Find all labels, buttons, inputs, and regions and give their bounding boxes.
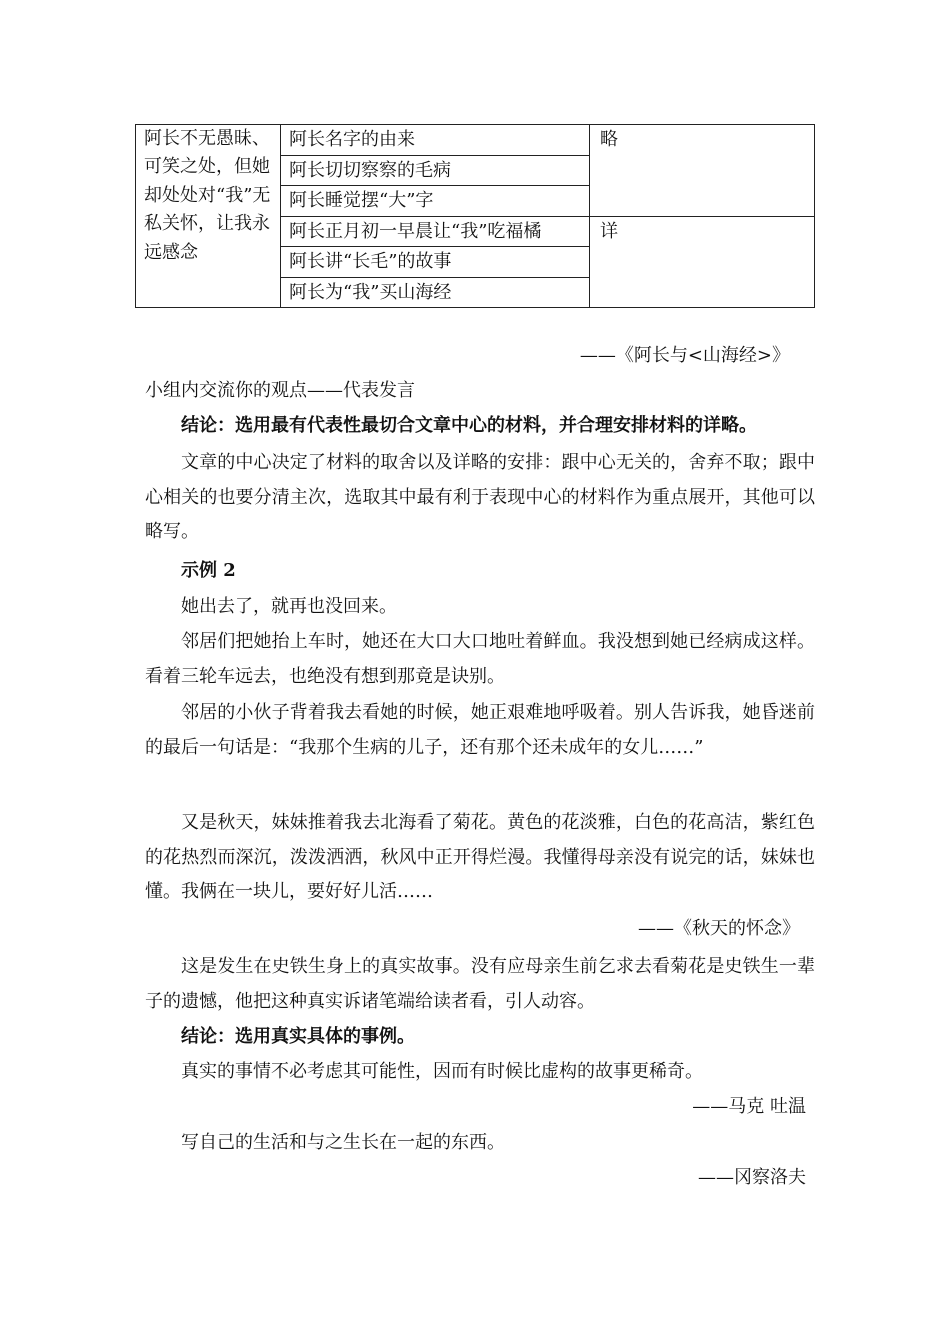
quote-1-author: ——马克 吐温 bbox=[692, 1096, 806, 1117]
quote-2: 写自己的生活和与之生长在一起的东西。 bbox=[181, 1132, 505, 1153]
example-paragraph: 邻居的小伙子背着我去看她的时候，她正艰难地呼吸着。别人告诉我，她昏迷前的最后一句话是：“我那个生病的儿子，还有那个还未成年的女儿……” bbox=[145, 702, 815, 758]
brief-cell: 略 bbox=[590, 125, 815, 217]
event-cell: 阿长为“我”买山海经 bbox=[281, 277, 590, 308]
conclusion-2: 结论：选用真实具体的事例。 bbox=[181, 1026, 415, 1047]
example-paragraph: 又是秋天，妹妹推着我去北海看了菊花。黄色的花淡雅，白色的花高洁，紫红色的花热烈而深沉，泼泼洒洒，秋风中正开得烂漫。我懂得母亲没有说完的话，妹妹也懂。我俩在一块儿，要好好儿活…… bbox=[145, 812, 815, 902]
example-paragraph: 邻居们把她抬上车时，她还在大口大口地吐着鲜血。我没想到她已经病成这样。看着三轮车远去，也绝没有想到那竟是诀别。 bbox=[145, 631, 815, 687]
event-cell: 阿长正月初一早晨让“我”吃福橘 bbox=[281, 216, 590, 247]
event-cell: 阿长讲“长毛”的故事 bbox=[281, 247, 590, 278]
explanation-1: 文章的中心决定了材料的取舍以及详略的安排：跟中心无关的，舍弃不取；跟中心相关的也要分清主次，选取其中最有利于表现中心的材料作为重点展开，其他可以略写。 bbox=[145, 452, 815, 542]
event-cell: 阿长名字的由来 bbox=[281, 125, 590, 156]
explanation-2: 这是发生在史铁生身上的真实故事。没有应母亲生前乞求去看菊花是史铁生一辈子的遗憾，他把这种真实诉诸笔端给读者看，引人动容。 bbox=[145, 956, 815, 1012]
theme-cell: 阿长不无愚昧、可笑之处，但她却处处对“我”无私关怀，让我永远感念 bbox=[136, 125, 281, 308]
quote-1: 真实的事情不必考虑其可能性，因而有时候比虚构的故事更稀奇。 bbox=[181, 1061, 703, 1082]
source-citation-1: ——《阿长与<山海经>》 bbox=[579, 345, 790, 366]
source-citation-2: ——《秋天的怀念》 bbox=[638, 918, 800, 939]
example-paragraph: 她出去了，就再也没回来。 bbox=[181, 596, 397, 617]
quote-2-author: ——冈察洛夫 bbox=[698, 1167, 806, 1188]
example-2-title: 示例 2 bbox=[181, 560, 236, 581]
discussion-prompt: 小组内交流你的观点——代表发言 bbox=[145, 380, 415, 401]
material-table bbox=[135, 124, 815, 308]
event-cell: 阿长切切察察的毛病 bbox=[281, 155, 590, 186]
event-cell: 阿长睡觉摆“大”字 bbox=[281, 186, 590, 217]
detailed-cell: 详 bbox=[590, 216, 815, 308]
conclusion-1: 结论：选用最有代表性最切合文章中心的材料，并合理安排材料的详略。 bbox=[181, 415, 757, 436]
